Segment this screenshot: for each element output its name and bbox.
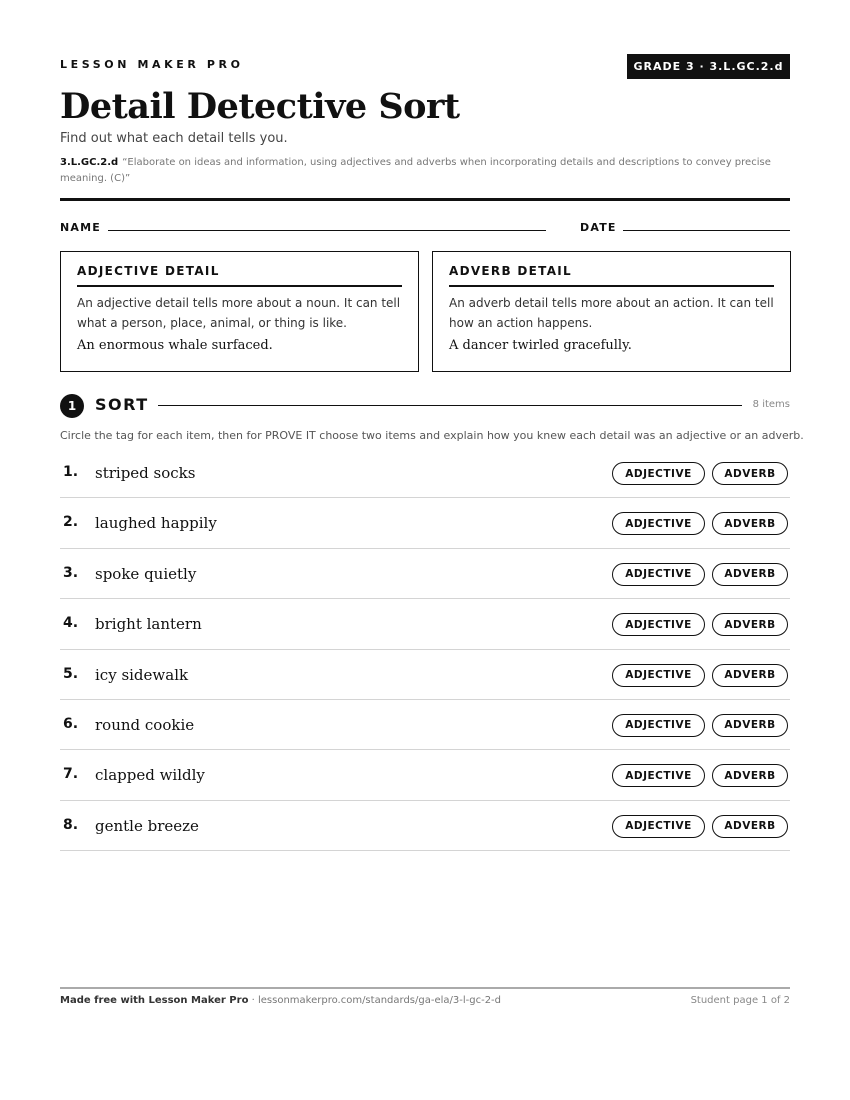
section-instructions: Circle the tag for each item, then for PROVE IT choose two items and explain how you knew each detail was an adjective or an adverb. — [60, 429, 804, 442]
header-divider — [60, 198, 790, 201]
sort-item-list — [60, 448, 790, 851]
adjective-tag[interactable]: ADJECTIVE — [612, 613, 705, 636]
section-divider — [158, 405, 742, 406]
adverb-tag[interactable]: ADVERB — [712, 815, 788, 838]
item-number: 3. — [63, 564, 79, 581]
adjective-tag[interactable]: ADJECTIVE — [612, 764, 705, 787]
adjective-tag[interactable]: ADJECTIVE — [612, 512, 705, 535]
sort-item-row — [60, 801, 790, 851]
item-number: 4. — [63, 615, 79, 632]
card-example: An enormous whale surfaced. — [77, 338, 273, 353]
footer-made-with: Made free with Lesson Maker Pro — [60, 995, 249, 1006]
item-number: 6. — [63, 715, 79, 732]
adjective-tag[interactable]: ADJECTIVE — [612, 462, 705, 485]
footer-divider — [60, 987, 790, 989]
card-description: An adverb detail tells more about an action. It can tell how an action happens. — [449, 296, 774, 330]
adverb-tag[interactable]: ADVERB — [712, 664, 788, 687]
item-phrase: bright lantern — [95, 615, 202, 634]
section-number-badge: 1 — [60, 394, 84, 418]
sort-item-row — [60, 448, 790, 498]
section-title: SORT — [95, 395, 149, 414]
item-number: 8. — [63, 816, 79, 833]
standard-code: 3.L.GC.2.d — [60, 157, 119, 168]
item-phrase: spoke quietly — [95, 564, 197, 583]
grade-badge: GRADE 3 · 3.L.GC.2.d — [627, 54, 790, 79]
adjective-tag[interactable]: ADJECTIVE — [612, 664, 705, 687]
page-indicator: Student page 1 of 2 — [690, 995, 790, 1006]
adverb-tag[interactable]: ADVERB — [712, 512, 788, 535]
standard-text: “Elaborate on ideas and information, using adjectives and adverbs when incorporating details and descriptions to convey precise meaning. (C)” — [60, 157, 771, 184]
sort-item-row — [60, 750, 790, 800]
footer-credit — [60, 995, 501, 1006]
item-phrase: striped socks — [95, 464, 196, 482]
item-phrase: gentle breeze — [95, 816, 199, 835]
adjective-detail-card — [60, 251, 419, 372]
adjective-tag[interactable]: ADJECTIVE — [612, 815, 705, 838]
adjective-tag[interactable]: ADJECTIVE — [612, 563, 705, 586]
item-number: 5. — [63, 665, 79, 682]
item-number: 7. — [63, 766, 79, 783]
date-write-line[interactable] — [623, 230, 790, 231]
item-number: 1. — [63, 464, 79, 480]
name-label: NAME — [60, 221, 101, 234]
brand-name: LESSON MAKER PRO — [60, 58, 244, 71]
card-title: ADVERB DETAIL — [449, 264, 774, 287]
item-count: 8 items — [752, 399, 790, 410]
adverb-tag[interactable]: ADVERB — [712, 714, 788, 737]
item-phrase: icy sidewalk — [95, 665, 189, 684]
adverb-tag[interactable]: ADVERB — [712, 613, 788, 636]
date-label: DATE — [580, 221, 617, 234]
adverb-tag[interactable]: ADVERB — [712, 462, 788, 485]
standard-description — [60, 155, 790, 187]
page-title: Detail Detective Sort — [60, 86, 460, 127]
item-phrase: clapped wildly — [95, 766, 205, 785]
item-phrase: round cookie — [95, 715, 195, 734]
card-example: A dancer twirled gracefully. — [449, 338, 632, 353]
card-title: ADJECTIVE DETAIL — [77, 264, 402, 287]
adverb-tag[interactable]: ADVERB — [712, 563, 788, 586]
item-phrase: laughed happily — [95, 514, 217, 533]
sort-item-row — [60, 650, 790, 700]
page-subtitle: Find out what each detail tells you. — [60, 131, 288, 146]
sort-item-row — [60, 599, 790, 649]
sort-item-row — [60, 549, 790, 599]
footer-url[interactable]: · lessonmakerpro.com/standards/ga-ela/3-l-gc-2-d — [248, 995, 502, 1006]
adverb-tag[interactable]: ADVERB — [712, 764, 788, 787]
adjective-tag[interactable]: ADJECTIVE — [612, 714, 705, 737]
card-description: An adjective detail tells more about a noun. It can tell what a person, place, animal, or thing is like. — [77, 296, 401, 330]
name-write-line[interactable] — [108, 230, 546, 231]
sort-item-row — [60, 498, 790, 548]
adverb-detail-card — [432, 251, 791, 372]
item-number: 2. — [63, 514, 79, 531]
sort-item-row — [60, 700, 790, 750]
